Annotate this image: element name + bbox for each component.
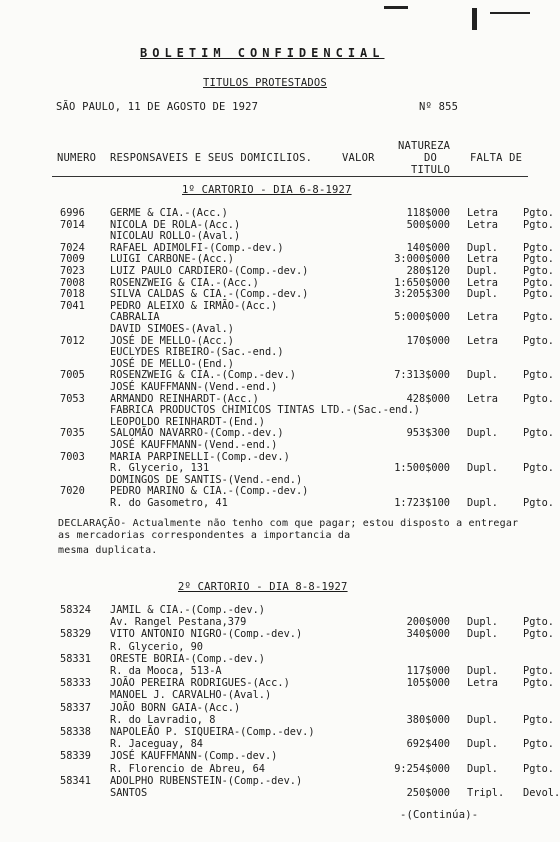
row-name: DOMINGOS DE SANTIS-(Vend.-end.) [110, 473, 303, 486]
row-number: 58341 [60, 774, 91, 787]
row-number: 7023 [60, 265, 85, 277]
row-name: R. do Lavradio, 8 [110, 713, 216, 726]
row-valor: 118$000 [406, 207, 450, 219]
row-name: LUIZ PAULO CARDIERO-(Comp.-dev.) [110, 265, 309, 277]
row-natureza: Dupl. [467, 427, 498, 440]
scan-mark [472, 8, 477, 30]
row-name: SALOMÃO NAVARRO-(Comp.-dev.) [110, 427, 284, 440]
row-name: R. Jaceguay, 84 [110, 738, 203, 751]
row-name: JOSÉ KAUFFMANN-(Comp.-dev.) [110, 750, 278, 763]
declaracao-text: DECLARAÇÃO- Actualmente não tenho com que pagar; estou disposto a entregar as mercadorias correspondentes a importancia da [58, 518, 519, 541]
row-number: 58338 [60, 726, 91, 738]
continua-note: -(Continúa)- [400, 809, 479, 821]
scan-mark [490, 12, 530, 14]
row-natureza: Dupl. [467, 665, 498, 677]
row-falta: Pgto. [523, 253, 554, 266]
row-falta: Pgto. [523, 265, 554, 277]
row-name: EUCLYDES RIBEIRO-(Sac.-end.) [110, 346, 284, 359]
row-name: JOÃO PEREIRA RODRIGUES-(Acc.) [110, 677, 290, 690]
section2-title: 2º CARTORIO - DIA 8-8-1927 [178, 581, 348, 593]
row-falta: Pgto. [523, 276, 554, 289]
row-natureza: Dupl. [467, 628, 498, 641]
row-number: 7003 [60, 450, 85, 463]
scan-mark [384, 6, 408, 9]
row-name: SANTOS [110, 787, 148, 799]
row-name: PEDRO ALEIXO & IRMÃO-(Acc.) [110, 299, 278, 312]
row-falta: Pgto. [523, 665, 554, 677]
row-name: LEOPOLDO REINHARDT-(End.) [110, 415, 265, 428]
row-valor: 250$000 [406, 787, 450, 799]
row-natureza: Dupl. [467, 288, 498, 301]
row-natureza: Letra [467, 392, 498, 405]
row-falta: Pgto. [523, 628, 554, 641]
row-number: 7009 [60, 253, 85, 266]
row-number: 7008 [60, 276, 85, 289]
row-falta: Pgto. [523, 392, 554, 405]
document-subtitle: TITULOS PROTESTADOS [203, 77, 327, 89]
row-name: FABRICA PRODUCTOS CHIMICOS TINTAS LTD.-(Sac.-end.) [110, 404, 420, 417]
row-name: R. da Mooca, 513-A [110, 665, 222, 677]
row-name: JOSÉ KAUFFMANN-(Vend.-end.) [110, 381, 278, 393]
row-natureza: Dupl. [467, 762, 498, 775]
row-valor: 280$120 [406, 265, 450, 277]
col-numero: NUMERO [57, 152, 97, 164]
row-natureza: Dupl. [467, 265, 498, 277]
row-valor: 1:650$000 [394, 276, 450, 289]
row-name: R. Florencio de Abreu, 64 [110, 762, 265, 775]
row-valor: 105$000 [406, 677, 450, 690]
col-titulo: TITULO [411, 164, 451, 176]
place-date: SÃO PAULO, 11 DE AGOSTO DE 1927 [56, 101, 259, 113]
row-number: 58324 [60, 604, 91, 616]
row-name: ROSENZWEIG & CIA.-(Comp.-dev.) [110, 369, 296, 382]
row-number: 7053 [60, 392, 85, 405]
row-natureza: Dupl. [467, 369, 498, 382]
declaracao-line1 [58, 518, 528, 542]
row-name: R. Glycerio, 90 [110, 640, 203, 653]
row-falta: Pgto. [523, 677, 554, 690]
row-falta: Pgto. [523, 762, 554, 775]
row-name: NAPOLEÃO P. SIQUEIRA-(Comp.-dev.) [110, 726, 315, 738]
row-natureza: Letra [467, 677, 498, 690]
header-rule [52, 176, 528, 177]
declaracao-line2: mesma duplicata. [58, 545, 158, 556]
row-number: 7018 [60, 288, 85, 301]
row-name: JOSÉ DE MELLO-(Acc.) [110, 334, 234, 347]
row-falta: Pgto. [523, 616, 554, 629]
col-falta: FALTA DE [470, 152, 523, 164]
row-name: MANOEL J. CARVALHO-(Aval.) [110, 689, 272, 702]
row-falta: Pgto. [523, 311, 554, 324]
row-falta: Pgto. [523, 427, 554, 440]
row-valor: 7:313$000 [394, 369, 450, 382]
row-valor: 500$000 [406, 218, 450, 231]
col-valor: VALOR [342, 152, 375, 164]
row-number: 7020 [60, 485, 85, 498]
row-valor: 3:000$000 [394, 253, 450, 266]
row-name: VITO ANTONIO NIGRO-(Comp.-dev.) [110, 628, 303, 641]
row-name: CABRALIA [110, 311, 160, 324]
row-name: JOSÉ DE MELLO-(End.) [110, 357, 234, 370]
col-natureza: NATUREZA [398, 140, 451, 152]
row-falta: Pgto. [523, 334, 554, 347]
section1-title: 1º CARTORIO - DIA 6-8-1927 [182, 184, 352, 196]
row-falta: Pgto. [523, 462, 554, 475]
row-number: 7024 [60, 241, 85, 254]
row-number: 7012 [60, 334, 85, 347]
row-number: 7005 [60, 369, 85, 382]
row-name: ORESTE BORIA-(Comp.-dev.) [110, 652, 265, 665]
row-valor: 117$000 [406, 665, 450, 677]
row-number: 7035 [60, 427, 85, 440]
row-name: Av. Rangel Pestana,379 [110, 616, 247, 629]
row-natureza: Dupl. [467, 241, 498, 254]
row-falta: Pgto. [523, 207, 554, 219]
row-name: PEDRO MARINO & CIA.-(Comp.-dev.) [110, 485, 309, 498]
row-name: JOSÉ KAUFFMANN-(Vend.-end.) [110, 439, 278, 451]
row-number: 58331 [60, 652, 91, 665]
row-falta: Devol. [523, 787, 560, 799]
row-natureza: Dupl. [467, 738, 498, 751]
row-name: NICOLAU ROLLO-(Aval.) [110, 230, 241, 243]
row-valor: 140$000 [406, 241, 450, 254]
row-valor: 1:723$100 [394, 497, 450, 509]
row-name: SILVA CALDAS & CIA.-(Comp.-dev.) [110, 288, 309, 301]
row-number: 7014 [60, 218, 85, 231]
row-name: DAVID SIMOES-(Aval.) [110, 323, 234, 335]
row-name: MARIA PARPINELLI-(Comp.-dev.) [110, 450, 290, 463]
row-name: ROSENZWEIG & CIA.-(Acc.) [110, 276, 259, 289]
row-name: RAFAEL ADIMOLFI-(Comp.-dev.) [110, 241, 284, 254]
row-valor: 340$000 [406, 628, 450, 641]
row-name: R. do Gasometro, 41 [110, 497, 228, 509]
row-natureza: Letra [467, 207, 498, 219]
row-valor: 380$000 [406, 713, 450, 726]
row-falta: Pgto. [523, 288, 554, 301]
row-number: 7041 [60, 299, 85, 312]
row-valor: 692$400 [406, 738, 450, 751]
row-name: ADOLPHO RUBENSTEIN-(Comp.-dev.) [110, 774, 303, 787]
row-falta: Pgto. [523, 497, 554, 509]
row-valor: 953$300 [406, 427, 450, 440]
row-natureza: Letra [467, 276, 498, 289]
document-title: BOLETIM CONFIDENCIAL [140, 46, 385, 60]
row-name: NICOLA DE ROLA-(Acc.) [110, 218, 241, 231]
row-natureza: Letra [467, 253, 498, 266]
row-name: JAMIL & CIA.-(Comp.-dev.) [110, 604, 265, 616]
row-valor: 170$000 [406, 334, 450, 347]
row-natureza: Dupl. [467, 462, 498, 475]
col-responsaveis: RESPONSAVEIS E SEUS DOMICILIOS. [110, 152, 313, 164]
row-natureza: Tripl. [467, 787, 505, 799]
row-falta: Pgto. [523, 738, 554, 751]
row-name: ARMANDO REINHARDT-(Acc.) [110, 392, 259, 405]
row-valor: 200$000 [406, 616, 450, 629]
row-valor: 428$000 [406, 392, 450, 405]
row-name: R. Glycerio, 131 [110, 462, 210, 475]
row-name: LUIGI CARBONE-(Acc.) [110, 253, 234, 266]
row-natureza: Dupl. [467, 616, 498, 629]
col-natureza-do: DO [424, 152, 438, 164]
row-natureza: Letra [467, 218, 498, 231]
row-valor: 5:000$000 [394, 311, 450, 324]
bulletin-number: Nº 855 [419, 101, 459, 113]
row-valor: 3:205$300 [394, 288, 450, 301]
row-number: 58329 [60, 628, 91, 641]
row-number: 58337 [60, 701, 91, 714]
row-falta: Pgto. [523, 218, 554, 231]
row-falta: Pgto. [523, 369, 554, 382]
row-natureza: Letra [467, 311, 498, 324]
row-valor: 9:254$000 [394, 762, 450, 775]
row-natureza: Dupl. [467, 497, 498, 509]
row-falta: Pgto. [523, 241, 554, 254]
row-number: 58339 [60, 750, 91, 763]
row-falta: Pgto. [523, 713, 554, 726]
row-number: 6996 [60, 207, 85, 219]
row-number: 58333 [60, 677, 91, 690]
row-valor: 1:500$000 [394, 462, 450, 475]
row-name: JOÃO BORN GAIA-(Acc.) [110, 701, 241, 714]
row-natureza: Letra [467, 334, 498, 347]
row-name: GERME & CIA.-(Acc.) [110, 207, 228, 219]
row-natureza: Dupl. [467, 713, 498, 726]
